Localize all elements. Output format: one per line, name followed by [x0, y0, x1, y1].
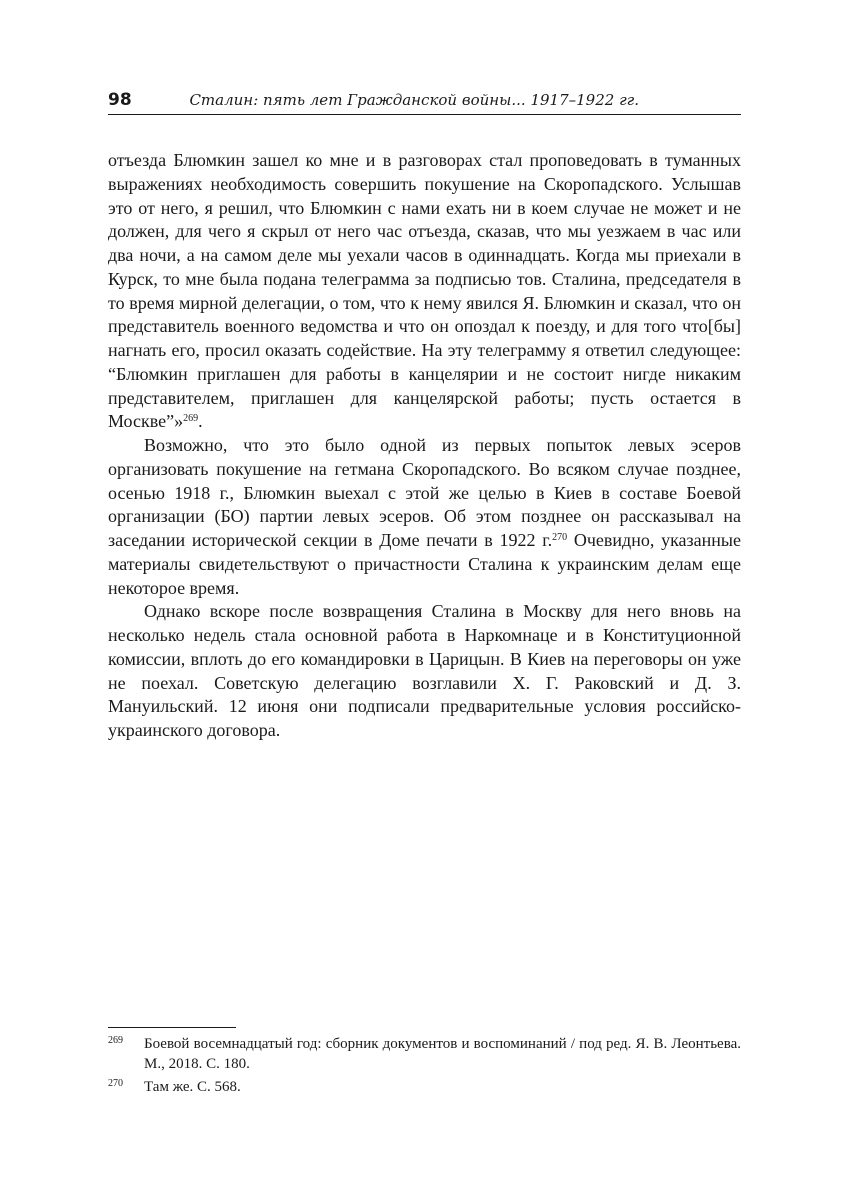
- paragraph-1: [108, 149, 741, 434]
- footnotes: [108, 1027, 741, 1100]
- footnote-rule: [108, 1027, 236, 1034]
- footnote-text: Там же. С. 568.: [144, 1079, 241, 1095]
- paragraph-3: [108, 600, 741, 743]
- footnote-number: 269: [108, 1035, 123, 1046]
- footnote-ref-269[interactable]: 269: [183, 413, 199, 425]
- paragraph-2-tail: Очевидно, указанные материалы свидетельствуют о причастности Сталина к украинским делам еще некоторое время.: [108, 530, 741, 598]
- page: [108, 88, 741, 743]
- paragraph-2-text: Возможно, что это было одной из первых попыток левых эсеров организовать покушение на гетмана Скоропадского. Во всяком случае позднее, осенью 1918 г., Блюмкин выехал с этой же целью в Киев в составе Боевой организации (БО) партии левых эсеров. Об этом позднее он рассказывал на заседании исторической секции в Доме печати в 1922 г.: [108, 435, 741, 550]
- main-text: [108, 149, 741, 743]
- paragraph-3-text: Однако вскоре после возвращения Сталина в Москву для него вновь на несколько недель стала основной работа в Наркомнаце и в Конституционной комиссии, вплоть до его командировки в Царицын. В Киев на переговоры он уже не поехал. Советскую делегацию возглавили Х. Г. Раковский и Д. З. Мануильский. 12 июня они подписали предварительные условия российско-украинского договора.: [108, 601, 741, 740]
- running-header: [108, 88, 741, 115]
- footnote-number: 270: [108, 1078, 123, 1089]
- footnote-270: [108, 1077, 741, 1097]
- running-title: Сталин: пять лет Гражданской войны... 1917–1922 гг.: [189, 91, 639, 109]
- footnote-ref-270[interactable]: 270: [552, 532, 568, 543]
- paragraph-1-end: .: [198, 411, 203, 432]
- paragraph-1-text: отъезда Блюмкин зашел ко мне и в разговорах стал проповедовать в туманных выражениях необходимость совершить покушение на Скоропадского. Услышав это от него, я решил, что Блюмкин с нами ехать ни в коем случае не может и не должен, для чего я скрыл от него час отъезда, сказав, что мы уезжаем в час или два ночи, а на самом деле мы уехали часов в одиннадцать. Когда мы приехали в Курск, то мне была подана телеграмма за подписью тов. Сталина, председателя в то время мирной делегации, о том, что к нему явился Я. Блюмкин и сказал, что он представитель военного ведомства и что он опоздал к поезду, и для того что[бы] нагнать его, просил оказать содействие. На эту телеграмму я ответил следующее: “Блюмкин приглашен для работы в канцелярии и не состоит нигде никаким представителем, приглашен для канцелярской работы; пусть остается в Москве”»: [108, 150, 741, 432]
- footnote-269: [108, 1034, 741, 1074]
- footnote-text: Боевой восемнадцатый год: сборник документов и воспоминаний / под ред. Я. В. Леонтьева. М., 2018. С. 180.: [144, 1036, 741, 1072]
- paragraph-2: [108, 434, 741, 600]
- page-number: 98: [108, 90, 132, 110]
